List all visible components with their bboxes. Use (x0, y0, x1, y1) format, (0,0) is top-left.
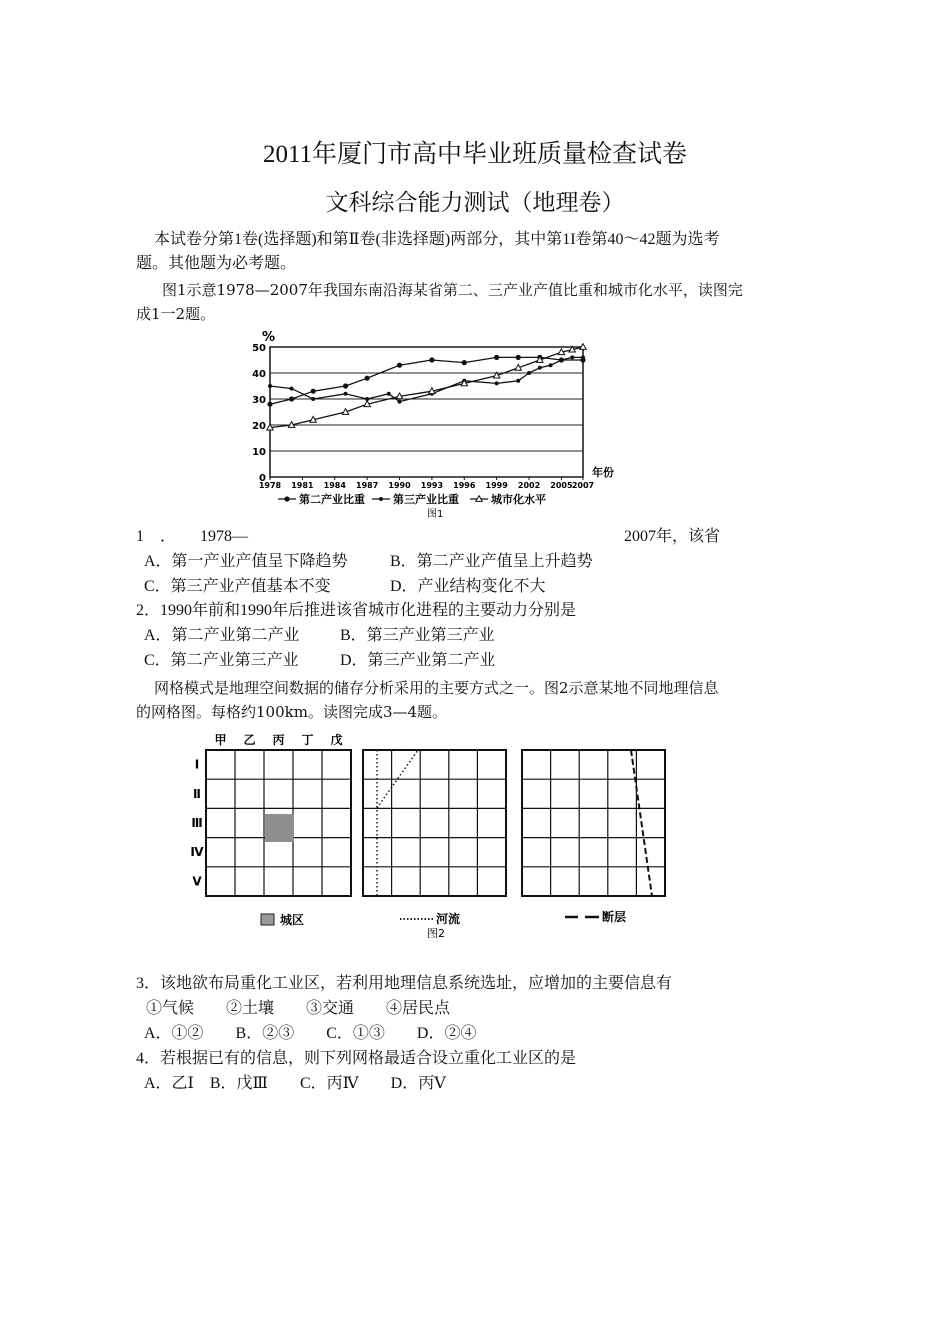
q1-number: 1 ． (136, 528, 177, 545)
x-tick-label: 2002 (517, 481, 541, 490)
column-header: 乙 (243, 733, 256, 747)
q2-option-b: B．第三产业第三产业 (340, 627, 495, 644)
tertiary-industry-point (387, 392, 391, 396)
fault-line (631, 750, 652, 896)
plot-frame (270, 347, 583, 477)
tertiary-industry-point (570, 355, 574, 359)
fig2-intro-line-1: 网格模式是地理空间数据的储存分析采用的主要方式之一。图2示意某地不同地理信息 (154, 679, 719, 697)
x-tick-label: 1990 (388, 481, 411, 490)
secondary-industry-point (397, 363, 402, 368)
tertiary-industry-point (516, 379, 520, 383)
intro-line-2: 题。其他题为必考题。 (136, 255, 297, 272)
secondary-industry-line (270, 357, 583, 404)
column-header: 丁 (301, 733, 314, 747)
grid-panel-2 (363, 750, 506, 896)
tertiary-industry-point (398, 400, 402, 404)
chart-legend (278, 492, 546, 506)
row-header: Ⅴ (192, 874, 202, 889)
grid-row-headers (190, 758, 204, 889)
x-tick-label: 2007 (571, 481, 595, 490)
q3-options: A．①② B．②③ C．①③ D．②④ (144, 1025, 477, 1042)
row-header: Ⅰ (194, 757, 200, 772)
urbanization-line (270, 347, 583, 428)
q2-stem: 2．1990年前和1990年后推进该省城市化进程的主要动力分别是 (136, 602, 577, 619)
grid-border (522, 750, 665, 896)
intro-line-1: 本试卷分第1卷(选择题)和第Ⅱ卷(非选择题)两部分，其中第1I卷第40～42题为选考 (154, 231, 720, 248)
secondary-industry-point (343, 383, 348, 388)
x-tick-label: 1993 (420, 481, 444, 490)
q3-items: ①气候 ②土壤 ③交通 ④居民点 (146, 1000, 451, 1017)
q2-option-d: D．第三产业第二产业 (340, 652, 496, 669)
secondary-industry-point (462, 360, 467, 365)
y-tick-labels (252, 343, 266, 484)
tertiary-industry-point (268, 384, 272, 388)
city-legend-label: 城区 (280, 913, 305, 927)
x-axis-label: 年份 (592, 466, 614, 479)
secondary-industry-legend-marker (284, 496, 289, 501)
q1-option-a: A．第一产业产值呈下降趋势 (144, 553, 348, 570)
fig2-intro-line-2: 的网格图。每格约100km。读图完成3—4题。 (136, 703, 448, 721)
secondary-industry-point (494, 355, 499, 360)
figure-1-caption: 图1 (427, 509, 444, 520)
row-header: Ⅱ (193, 786, 201, 801)
x-tick-label: 1996 (453, 481, 476, 490)
city-legend-swatch (261, 914, 274, 925)
y-axis-unit: % (262, 330, 276, 345)
q3-stem: 3．该地欲布局重化工业区，若利用地理信息系统选址，应增加的主要信息有 (136, 975, 673, 992)
secondary-industry-legend-label: 第二产业比重 (299, 493, 365, 506)
x-tick-label: 1984 (323, 481, 346, 490)
y-tick-label: 10 (252, 447, 266, 458)
tertiary-industry-point (527, 371, 531, 375)
column-header: 戊 (330, 733, 343, 747)
y-tick-label: 30 (252, 395, 266, 406)
figure-1-line-chart (240, 325, 630, 525)
tertiary-industry-point (559, 358, 563, 362)
secondary-industry-point (289, 396, 294, 401)
row-header: Ⅳ (190, 845, 204, 860)
urbanization-legend-label: 城市化水平 (491, 493, 546, 506)
tertiary-industry-point (581, 355, 585, 359)
tertiary-industry-point (344, 392, 348, 396)
city-area-cell (265, 814, 294, 842)
y-tick-label: 0 (259, 473, 266, 484)
column-header: 甲 (214, 733, 227, 747)
figure-2-caption: 图2 (427, 927, 445, 940)
x-tick-label: 1999 (485, 481, 508, 490)
tertiary-industry-point (290, 387, 294, 391)
y-tick-label: 40 (252, 369, 266, 380)
tertiary-industry-point (495, 381, 499, 385)
x-tick-label: 1978 (258, 481, 282, 490)
secondary-industry-point (429, 357, 434, 362)
x-tick-label: 2005 (550, 481, 573, 490)
q1-option-d: D．产业结构变化不大 (390, 578, 546, 595)
q1-stem-start: 1978— (200, 528, 248, 545)
tertiary-industry-point (311, 397, 315, 401)
tertiary-industry-point (549, 363, 553, 367)
x-tick-labels (259, 477, 594, 490)
river-legend-label: 河流 (436, 912, 461, 926)
q1-option-c: C．第三产业产值基本不变 (144, 578, 331, 595)
tertiary-industry-point (538, 366, 542, 370)
tertiary-industry-line (270, 357, 583, 401)
q4-options: A．乙Ⅰ B．戊Ⅲ C．丙Ⅳ D．丙Ⅴ (144, 1075, 446, 1092)
chart-gridlines (270, 347, 583, 477)
y-tick-label: 20 (252, 421, 266, 432)
figure-2-grid-maps (185, 730, 680, 945)
fault-legend-label: 断层 (602, 910, 627, 924)
q2-option-c: C．第二产业第三产业 (144, 652, 299, 669)
secondary-industry-point (311, 389, 316, 394)
q1-stem-end: 2007年，该省 (624, 528, 721, 545)
secondary-industry-point (365, 376, 370, 381)
secondary-industry-point (267, 402, 272, 407)
x-tick-label: 1987 (356, 481, 379, 490)
secondary-industry-point (516, 355, 521, 360)
grid-border (363, 750, 506, 896)
q2-option-a: A．第二产业第二产业 (144, 627, 300, 644)
x-tick-label: 1981 (291, 481, 314, 490)
fig1-intro-line-1: 图1示意1978—2007年我国东南沿海某省第二、三产业产值比重和城市化水平，读图完 (162, 281, 743, 299)
row-header: Ⅲ (191, 816, 203, 830)
exam-subtitle: 文科综合能力测试（地理卷） (325, 190, 625, 215)
y-tick-label: 50 (252, 343, 266, 354)
chart-series (267, 344, 586, 430)
q4-stem: 4．若根据已有的信息，则下列网格最适合设立重化工业区的是 (136, 1050, 577, 1067)
column-header: 丙 (272, 733, 285, 747)
grid-panel-3 (522, 750, 665, 896)
exam-title: 2011年厦门市高中毕业班质量检查试卷 (262, 141, 688, 168)
tertiary-industry-legend-marker (379, 497, 383, 501)
q1-option-b: B．第二产业产值呈上升趋势 (390, 553, 593, 570)
grid-column-headers (214, 732, 342, 747)
tertiary-industry-legend-label: 第三产业比重 (393, 493, 459, 506)
fig1-intro-line-2: 成1一2题。 (136, 305, 216, 323)
